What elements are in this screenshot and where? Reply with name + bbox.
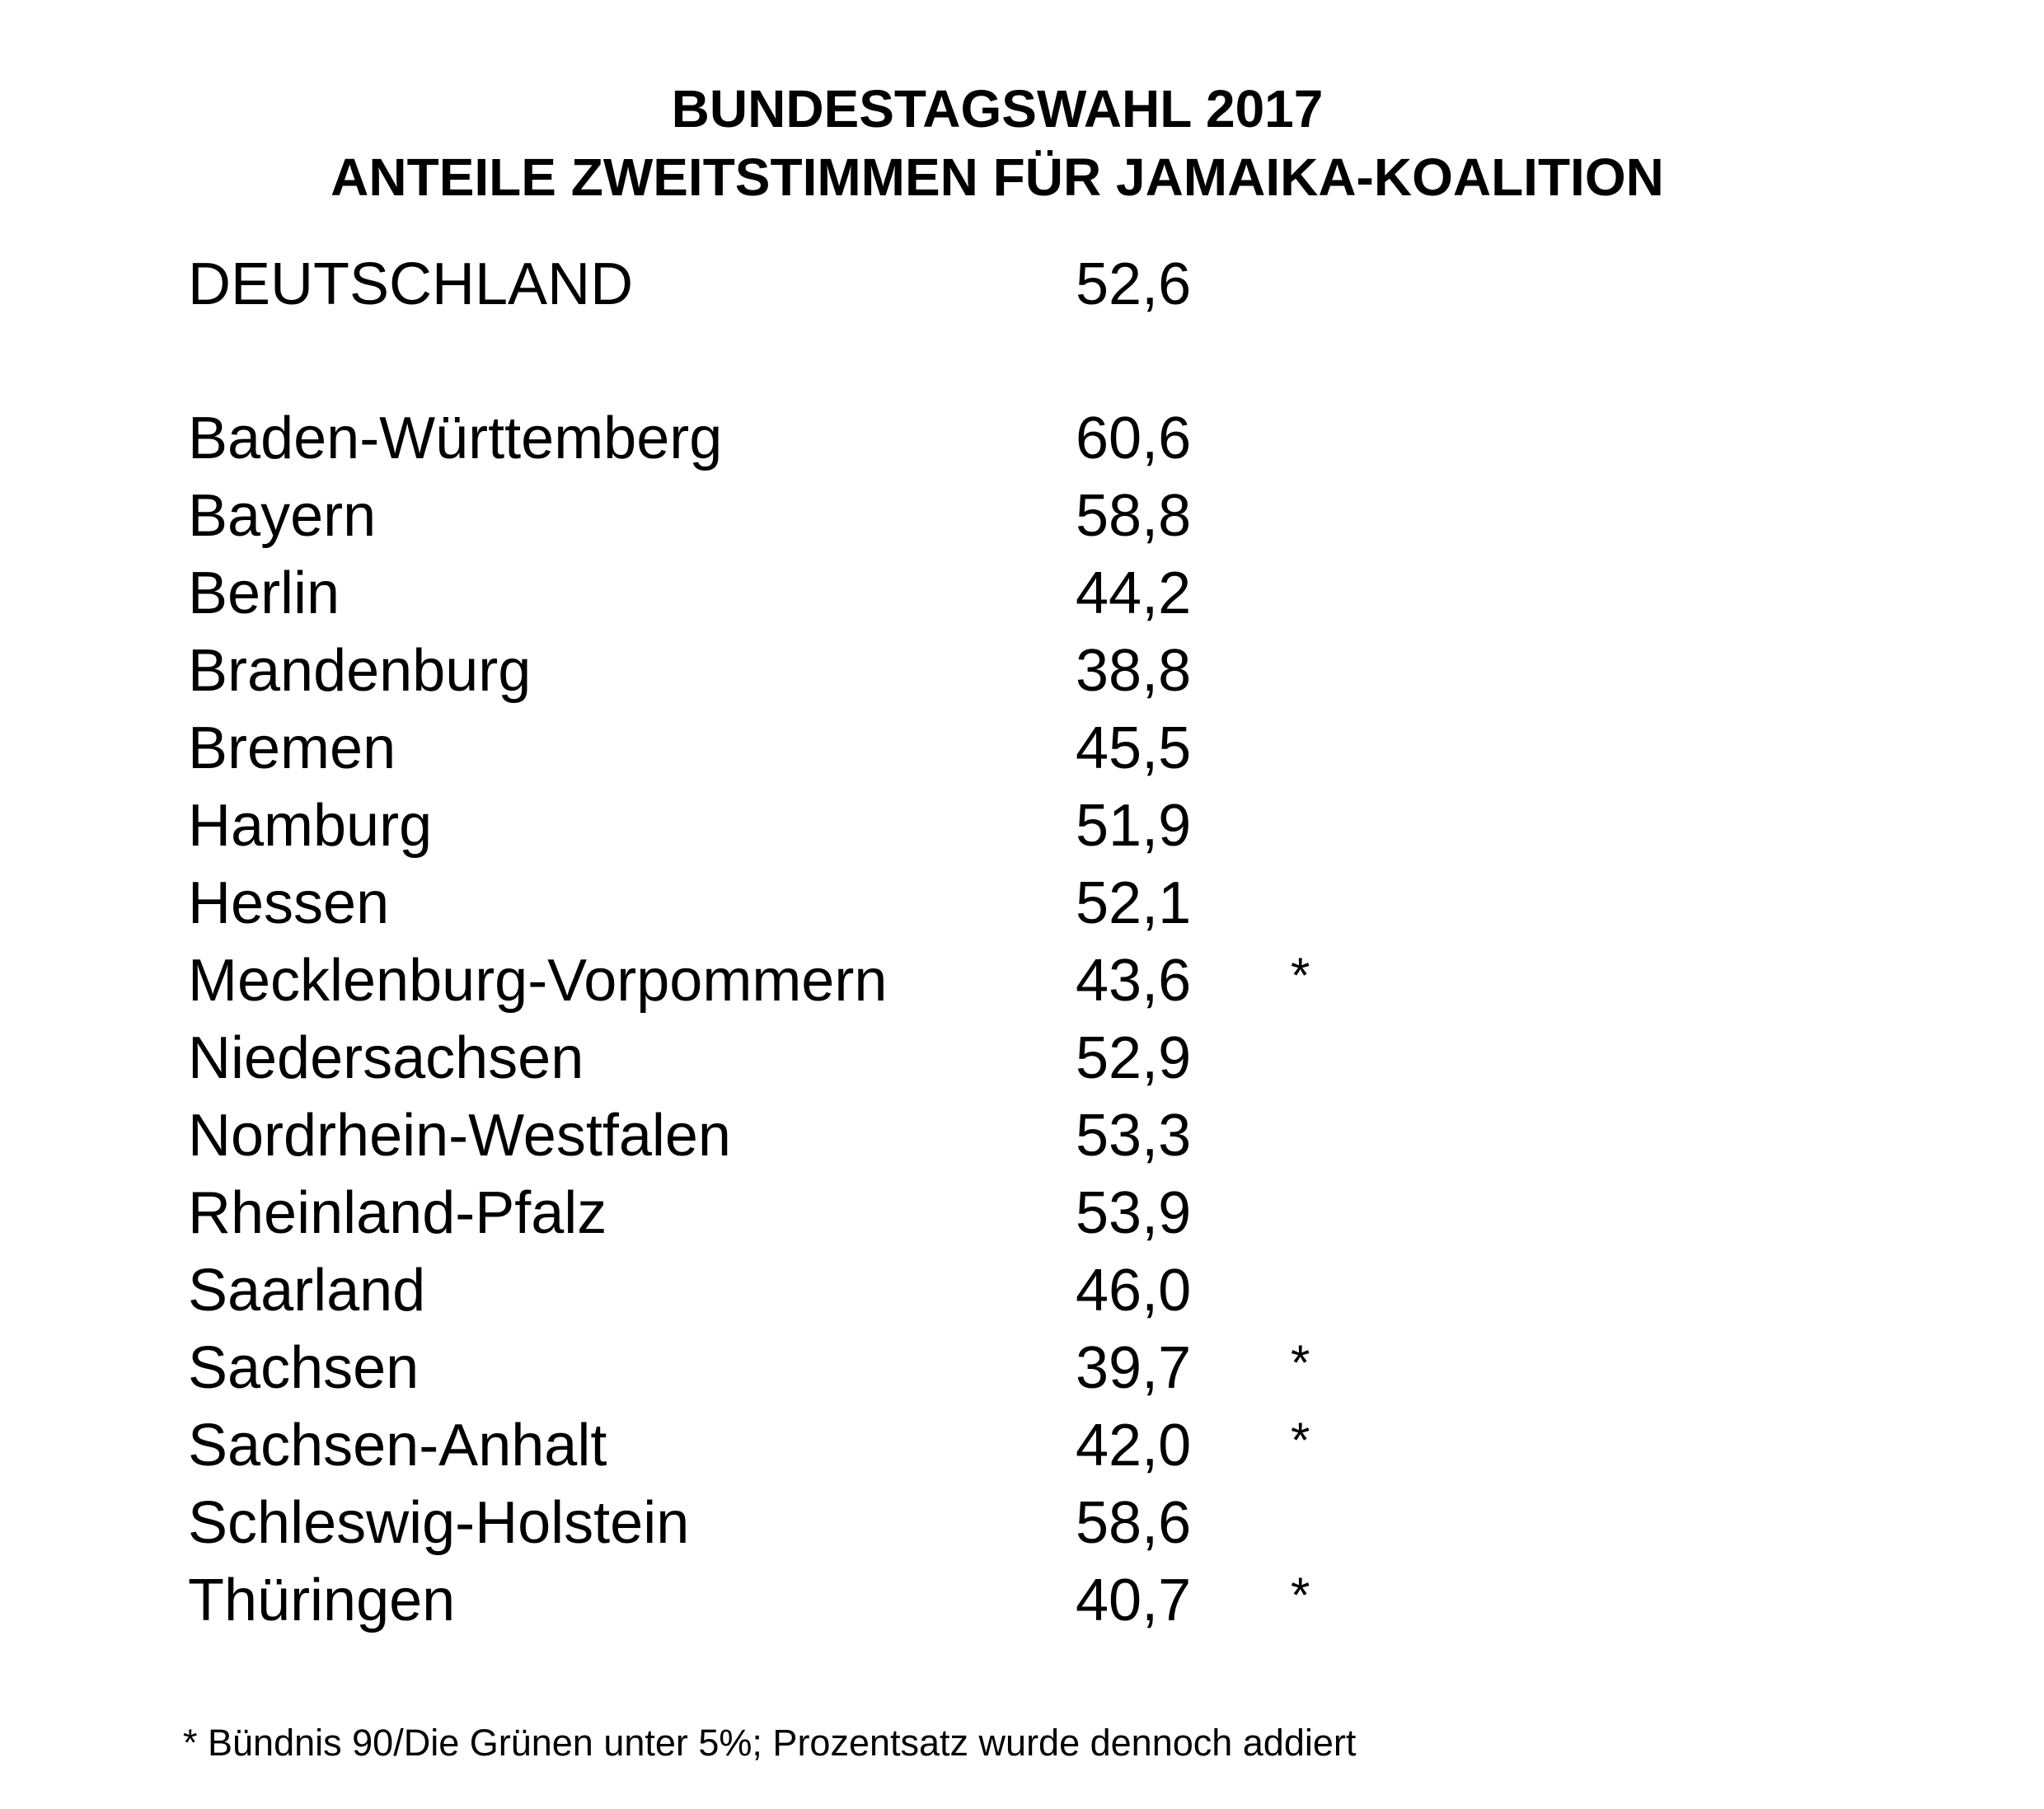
- state-name: Sachsen: [188, 1335, 420, 1401]
- state-value: 40,7: [1076, 1568, 1192, 1633]
- state-name: Rheinland-Pfalz: [188, 1180, 607, 1246]
- state-value: 38,8: [1076, 638, 1192, 704]
- total-name: DEUTSCHLAND: [188, 251, 634, 317]
- table-row: [0, 1174, 2044, 1252]
- state-value: 43,6: [1076, 948, 1192, 1014]
- state-value: 42,0: [1076, 1413, 1192, 1479]
- footnote-marker: *: [1291, 1335, 1310, 1390]
- state-name: Sachsen-Anhalt: [188, 1413, 607, 1479]
- footnote-marker: *: [1291, 948, 1310, 1003]
- table-row: [0, 710, 2044, 787]
- state-name: Berlin: [188, 560, 340, 626]
- table-row: [0, 1097, 2044, 1174]
- state-value: 58,6: [1076, 1490, 1192, 1556]
- footnote-marker: *: [1291, 1413, 1310, 1468]
- state-value: 60,6: [1076, 405, 1192, 471]
- footnote-marker: *: [1291, 1568, 1310, 1623]
- table-row: [0, 1562, 2044, 1639]
- table-row: [0, 1407, 2044, 1484]
- table-row: [0, 942, 2044, 1019]
- state-name: Niedersachsen: [188, 1025, 584, 1091]
- state-value: 52,1: [1076, 870, 1192, 936]
- total-row: [0, 246, 2044, 323]
- state-value: 45,5: [1076, 715, 1192, 781]
- table-row: [0, 865, 2044, 942]
- state-value: 39,7: [1076, 1335, 1192, 1401]
- total-value: 52,6: [1076, 251, 1192, 317]
- state-name: Bremen: [188, 715, 396, 781]
- state-value: 46,0: [1076, 1258, 1192, 1324]
- state-name: Hessen: [188, 870, 390, 936]
- state-value: 58,8: [1076, 483, 1192, 549]
- table-row: [0, 1329, 2044, 1407]
- table-row: [0, 400, 2044, 477]
- document-subtitle: ANTEILE ZWEITSTIMMEN FÜR JAMAIKA-KOALITION: [331, 148, 1664, 207]
- table-row: [0, 477, 2044, 555]
- table-row: [0, 555, 2044, 632]
- state-value: 51,9: [1076, 793, 1192, 859]
- state-name: Mecklenburg-Vorpommern: [188, 948, 888, 1014]
- document-title: BUNDESTAGSWAHL 2017: [671, 79, 1324, 138]
- state-value: 52,9: [1076, 1025, 1192, 1091]
- state-name: Hamburg: [188, 793, 433, 859]
- table-row: [0, 1484, 2044, 1562]
- state-value: 53,9: [1076, 1180, 1192, 1246]
- state-name: Baden-Württemberg: [188, 405, 723, 471]
- state-name: Saarland: [188, 1258, 426, 1324]
- footnote: * Bündnis 90/Die Grünen unter 5%; Prozentsatz wurde dennoch addiert: [183, 1722, 1357, 1764]
- state-name: Schleswig-Holstein: [188, 1490, 690, 1556]
- state-name: Nordrhein-Westfalen: [188, 1103, 731, 1169]
- table-row: [0, 632, 2044, 710]
- table-row: [0, 1019, 2044, 1097]
- table-row: [0, 1252, 2044, 1329]
- state-name: Bayern: [188, 483, 377, 549]
- state-name: Thüringen: [188, 1568, 456, 1633]
- state-value: 44,2: [1076, 560, 1192, 626]
- state-name: Brandenburg: [188, 638, 532, 704]
- state-value: 53,3: [1076, 1103, 1192, 1169]
- table-row: [0, 787, 2044, 865]
